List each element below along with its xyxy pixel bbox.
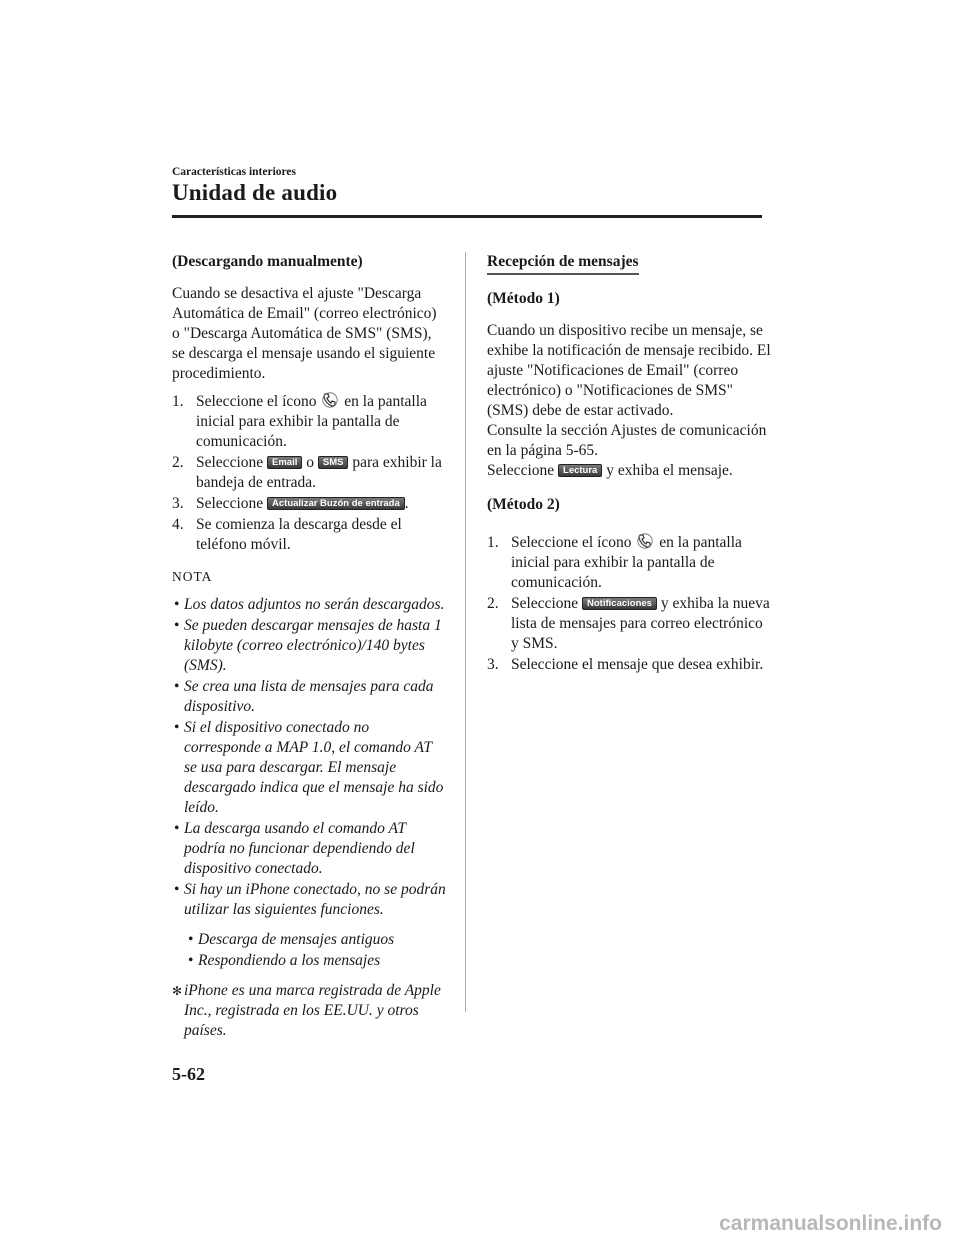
step-text: Seleccione [511,595,579,612]
subnote-item [186,951,447,971]
read-button: Lectura [558,464,602,477]
step-number: 3. [172,495,184,512]
note-text: La descarga usando el comando AT podría no funcionar dependiendo del dispositivo conectado. [184,820,415,877]
step-number: 4. [172,516,184,533]
note-label: NOTA [172,569,213,584]
bullet-icon: • [174,881,180,898]
step-4 [172,515,447,555]
notifications-button: Notificaciones [582,597,657,610]
step-2 [172,453,447,493]
step-text: Seleccione [196,454,264,471]
bullet-icon: • [188,952,194,969]
asterisk-icon: ✻ [172,984,183,998]
phone-icon [322,392,338,408]
phone-icon [637,533,653,549]
step-text: Seleccione el mensaje que desea exhibir. [511,656,764,673]
receiving-messages-title: Recepción de mensajes [487,252,639,275]
bullet-icon: • [174,596,180,613]
page-title: Unidad de audio [172,180,338,205]
note-text: Si hay un iPhone conectado, no se podrán utilizar las siguientes funciones. [184,881,446,918]
step-text: o [306,454,314,471]
update-inbox-button: Actualizar Buzón de entrada [267,497,405,510]
bullet-icon: • [188,931,194,948]
step-text: . [404,495,409,512]
step-text: Se comienza la descarga desde el teléfono móvil. [196,516,402,553]
subnotes-list [172,930,447,971]
step-text: Seleccione [196,495,264,512]
step-3 [172,494,447,514]
note-text: Se pueden descargar mensajes de hasta 1 kilobyte (correo electrónico)/140 bytes (SMS). [184,617,442,674]
intro-paragraph: Cuando se desactiva el ajuste "Descarga Automática de Email" (correo electrónico) o "Descarga Automática de SMS" (SMS), se descarga el mensaje usando el siguiente procedimiento. [172,285,437,382]
step-number: 1. [172,393,184,410]
bullet-icon: • [174,678,180,695]
left-column [172,252,447,1041]
manual-download-subhead: (Descargando manualmente) [172,253,363,270]
step-number: 2. [487,595,499,612]
header-rule [172,215,762,218]
section-label: Características interiores [172,166,297,178]
note-item [172,677,447,717]
method-2-steps [487,533,772,675]
action-text: y exhiba el mensaje. [606,462,733,479]
bullet-icon: • [174,617,180,634]
note-text: Se crea una lista de mensajes para cada dispositivo. [184,678,434,715]
step-text: para exhibir la bandeja de entrada. [196,454,442,491]
bullet-icon: • [174,820,180,837]
method-1-title: (Método 1) [487,290,560,307]
note-item [172,616,447,676]
notes-list [172,595,447,1041]
page-number: 5-62 [172,1064,205,1084]
column-divider [465,252,466,1012]
note-text: Los datos adjuntos no serán descargados. [184,596,445,613]
note-item [172,819,447,879]
method-1-text: Cuando un dispositivo recibe un mensaje, se exhibe la notificación de mensaje recibido. El ajuste "Notificaciones de Email" (correo electrónico) o "Notificaciones de SMS" (SMS) debe de estar activado. [487,322,771,419]
trademark-text: iPhone es una marca registrada de Apple Inc., registrada en los EE.UU. y otros países. [184,982,441,1039]
step-number: 1. [487,534,499,551]
action-text: Seleccione [487,462,555,479]
manual-download-steps [172,392,447,555]
subnote-text: Respondiendo a los mensajes [198,952,381,969]
step-text: en la pantalla inicial para exhibir la pantalla de comunicación. [511,534,742,591]
step-text: en la pantalla inicial para exhibir la pantalla de comunicación. [196,393,427,450]
note-item [172,718,447,818]
trademark-note [172,981,447,1041]
step-text: y exhiba la nueva lista de mensajes para correo electrónico y SMS. [511,595,770,652]
step-3 [487,655,772,675]
note-item [172,595,447,615]
step-text: Seleccione el ícono [511,534,632,551]
subnote-item [186,930,447,950]
step-1 [487,533,772,593]
step-2 [487,594,772,654]
step-number: 3. [487,656,499,673]
email-button: Email [267,456,302,469]
step-number: 2. [172,454,184,471]
method-1-action [487,461,772,481]
subnote-text: Descarga de mensajes antiguos [198,931,395,948]
watermark: carmanualsonline.info [719,1212,942,1235]
step-1 [172,392,447,452]
bullet-icon: • [174,719,180,736]
note-text: Si el dispositivo conectado no corresponde a MAP 1.0, el comando AT se usa para descargar. El mensaje descargado indica que el mensaje ha sido leído. [184,719,444,816]
note-item [172,880,447,920]
sms-button: SMS [318,456,349,469]
method-2-title: (Método 2) [487,496,560,513]
method-1-reference: Consulte la sección Ajustes de comunicación en la página 5-65. [487,422,767,459]
step-text: Seleccione el ícono [196,393,317,410]
right-column [487,252,772,687]
